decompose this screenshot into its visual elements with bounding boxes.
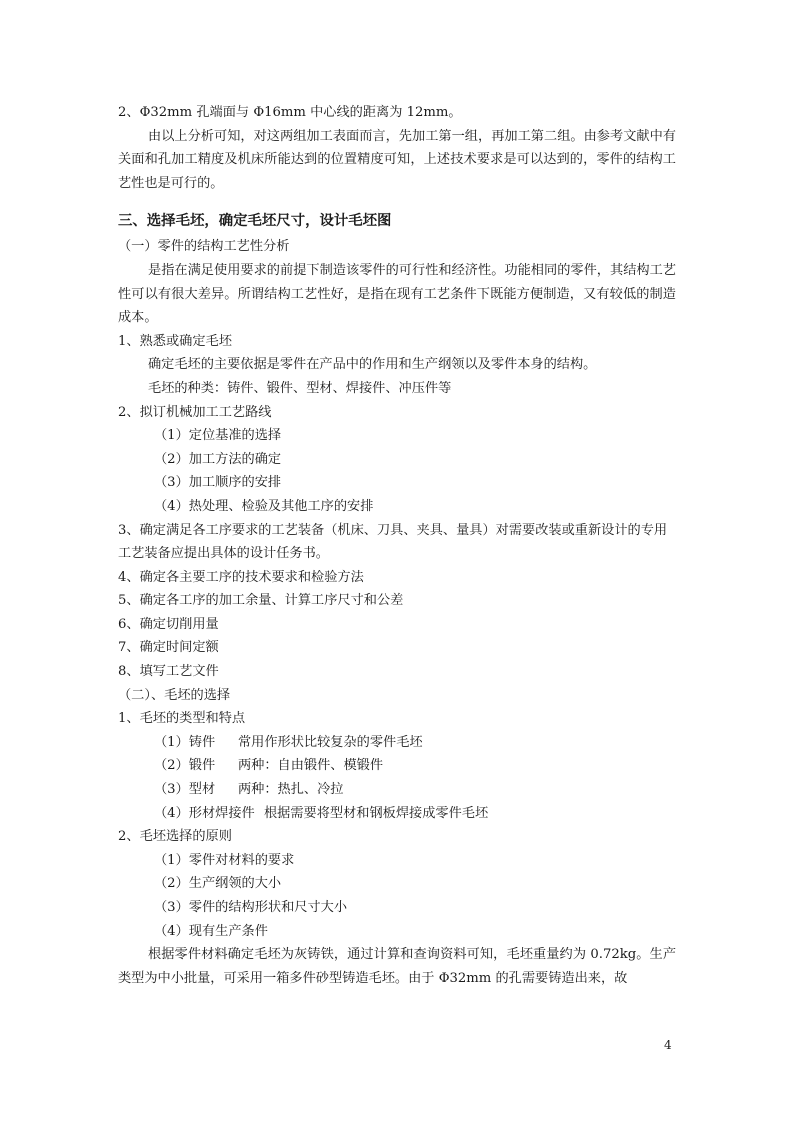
list-item-title: 2、毛坯选择的原则 <box>118 829 232 845</box>
list-item-title: 4、确定各主要工序的技术要求和检验方法 <box>118 569 364 585</box>
list-item-title: 1、熟悉或确定毛坯 <box>118 333 232 349</box>
list-item-title: 2、拟订机械加工工艺路线 <box>118 404 272 420</box>
sub-list-item: （3）零件的结构形状和尺寸大小 <box>154 900 348 915</box>
blank-type-key: （3）型材 <box>154 782 216 798</box>
blank-type-key: （1）铸件 <box>154 734 216 750</box>
sub-list-item: （2）生产纲领的大小 <box>154 876 282 892</box>
intro-paragraph: 由以上分析可知，对这两组加工表面而言，先加工第一组，再加工第二组。由参考文献中有关面和孔加工精度及机床所能达到的位置精度可知，上述技术要求是可以达到的，零件的结构工艺性也是可行的。 <box>118 128 676 191</box>
blank-type-row <box>118 802 676 826</box>
subsection-title: （一）零件的结构工艺性分析 <box>118 239 290 255</box>
blank-type-row <box>118 778 676 802</box>
page-number: 4 <box>664 1038 672 1052</box>
sub-list-item: （3）加工顺序的安排 <box>154 475 282 491</box>
blank-type-desc: 两种：热扎、冷拉 <box>238 782 344 798</box>
blank-type-desc: 根据需要将型材和钢板焊接成零件毛坯 <box>264 805 489 821</box>
subsection-paragraph: 是指在满足使用要求的前提下制造该零件的可行性和经济性。功能相同的零件，其结构工艺性可以有很大差异。所谓结构工艺性好，是指在现有工艺条件下既能方便制造，又有较低的制造成本。 <box>118 262 676 326</box>
sub-list-item: （4）现有生产条件 <box>154 923 268 939</box>
blank-type-desc: 常用作形状比较复杂的零件毛坯 <box>238 734 423 750</box>
list-item-title: 6、确定切削用量 <box>118 616 219 632</box>
list-item-title: 5、确定各工序的加工余量、计算工序尺寸和公差 <box>118 593 404 609</box>
blank-type-row <box>118 754 676 778</box>
list-item-title: 7、确定时间定额 <box>118 640 219 656</box>
section-heading: 三、选择毛坯，确定毛坯尺寸，设计毛坯图 <box>118 213 392 230</box>
list-item-title: 8、填写工艺文件 <box>118 664 219 680</box>
intro-line: 2、Φ32mm 孔端面与 Φ16mm 中心线的距离为 12mm。 <box>118 105 462 120</box>
blank-type-desc: 两种：自由锻件、模锻件 <box>238 758 384 774</box>
closing-paragraph: 根据零件材料确定毛坯为灰铸铁，通过计算和查询资料可知，毛坯重量约为 0.72kg。生产类型为中小批量，可采用一箱多件砂型铸造毛坯。由于 Φ32mm 的孔需要铸造出来，故 <box>118 947 676 986</box>
page-content <box>118 101 676 990</box>
blank-type-key: （4）形材焊接件 <box>154 805 255 821</box>
list-item-text: 确定毛坯的主要依据是零件在产品中的作用和生产纲领以及零件本身的结构。 <box>148 357 597 373</box>
blank-type-key: （2）锻件 <box>154 758 216 774</box>
subsection-title: （二）、毛坯的选择 <box>118 687 231 703</box>
sub-list-item: （2）加工方法的确定 <box>154 451 282 467</box>
sub-list-item: （1）零件对材料的要求 <box>154 852 295 868</box>
list-item-paragraph: 3、确定满足各工序要求的工艺装备（机床、刀具、夹具、量具）对需要改装或重新设计的专用工艺装备应提出具体的设计任务书。 <box>118 522 668 562</box>
sub-list-item: （4）热处理、检验及其他工序的安排 <box>154 498 374 514</box>
sub-list-item: （1）定位基准的选择 <box>154 428 282 444</box>
blank-type-row <box>118 731 676 755</box>
list-item-title: 1、毛坯的类型和特点 <box>118 711 246 727</box>
spacer <box>118 195 676 209</box>
list-item-text: 毛坯的种类：铸件、锻件、型材、焊接件、冲压件等 <box>148 380 452 396</box>
